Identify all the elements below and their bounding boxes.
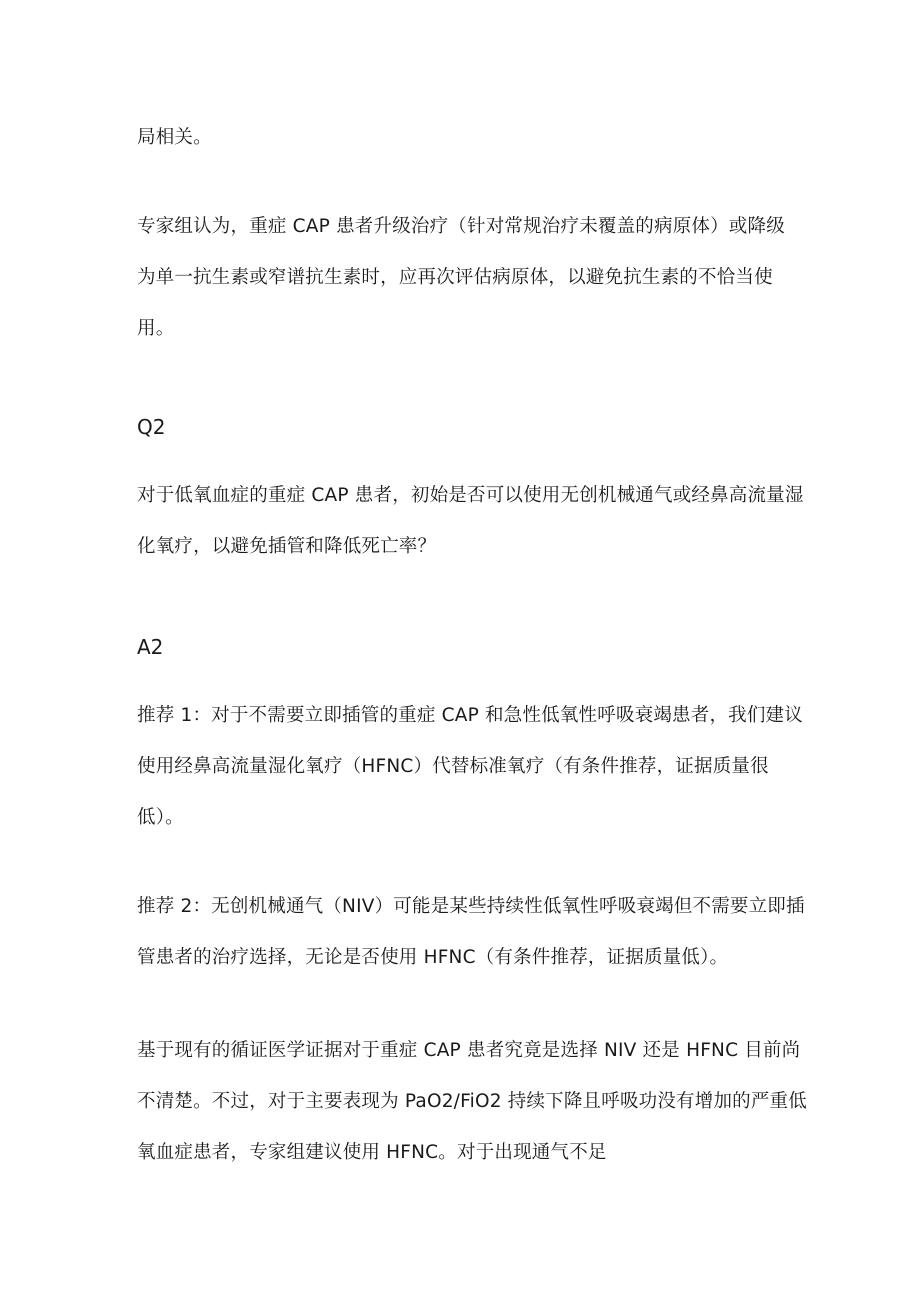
paragraph-continuation xyxy=(137,112,792,163)
text-line: 推荐 2：无创机械通气（NIV）可能是某些持续性低氧性呼吸衰竭但不需要立即插 xyxy=(137,896,805,917)
text-line: 基于现有的循证医学证据对于重症 CAP 患者究竟是选择 NIV 还是 HFNC 目前尚 xyxy=(137,1040,801,1061)
recommendation-1 xyxy=(137,690,803,843)
text-line: 为单一抗生素或窄谱抗生素时，应再次评估病原体，以避免抗生素的不恰当使 xyxy=(137,267,773,288)
paragraph-evidence xyxy=(137,1025,807,1178)
question-label: Q2 xyxy=(137,415,166,439)
text-line: 不清楚。不过，对于主要表现为 PaO2/FiO2 持续下降且呼吸功没有增加的严重低 xyxy=(137,1091,807,1112)
text-line: 局相关。 xyxy=(137,127,212,148)
answer-label: A2 xyxy=(137,635,164,659)
text-line: 用。 xyxy=(137,318,175,339)
question-text xyxy=(137,470,804,572)
paragraph-expert-opinion xyxy=(137,201,792,354)
text-line: 使用经鼻高流量湿化氧疗（HFNC）代替标准氧疗（有条件推荐，证据质量很 xyxy=(137,756,769,777)
text-line: 管患者的治疗选择，无论是否使用 HFNC（有条件推荐，证据质量低）。 xyxy=(137,947,729,968)
text-line: 氧血症患者，专家组建议使用 HFNC。对于出现通气不足 xyxy=(137,1142,607,1163)
text-line: 对于低氧血症的重症 CAP 患者，初始是否可以使用无创机械通气或经鼻高流量湿 xyxy=(137,485,804,506)
text-line: 低）。 xyxy=(137,807,184,828)
recommendation-2 xyxy=(137,881,805,983)
text-line: 化氧疗，以避免插管和降低死亡率？ xyxy=(137,536,437,557)
text-line: 专家组认为，重症 CAP 患者升级治疗（针对常规治疗未覆盖的病原体）或降级 xyxy=(137,216,785,237)
text-line: 推荐 1：对于不需要立即插管的重症 CAP 和急性低氧性呼吸衰竭患者，我们建议 xyxy=(137,705,803,726)
